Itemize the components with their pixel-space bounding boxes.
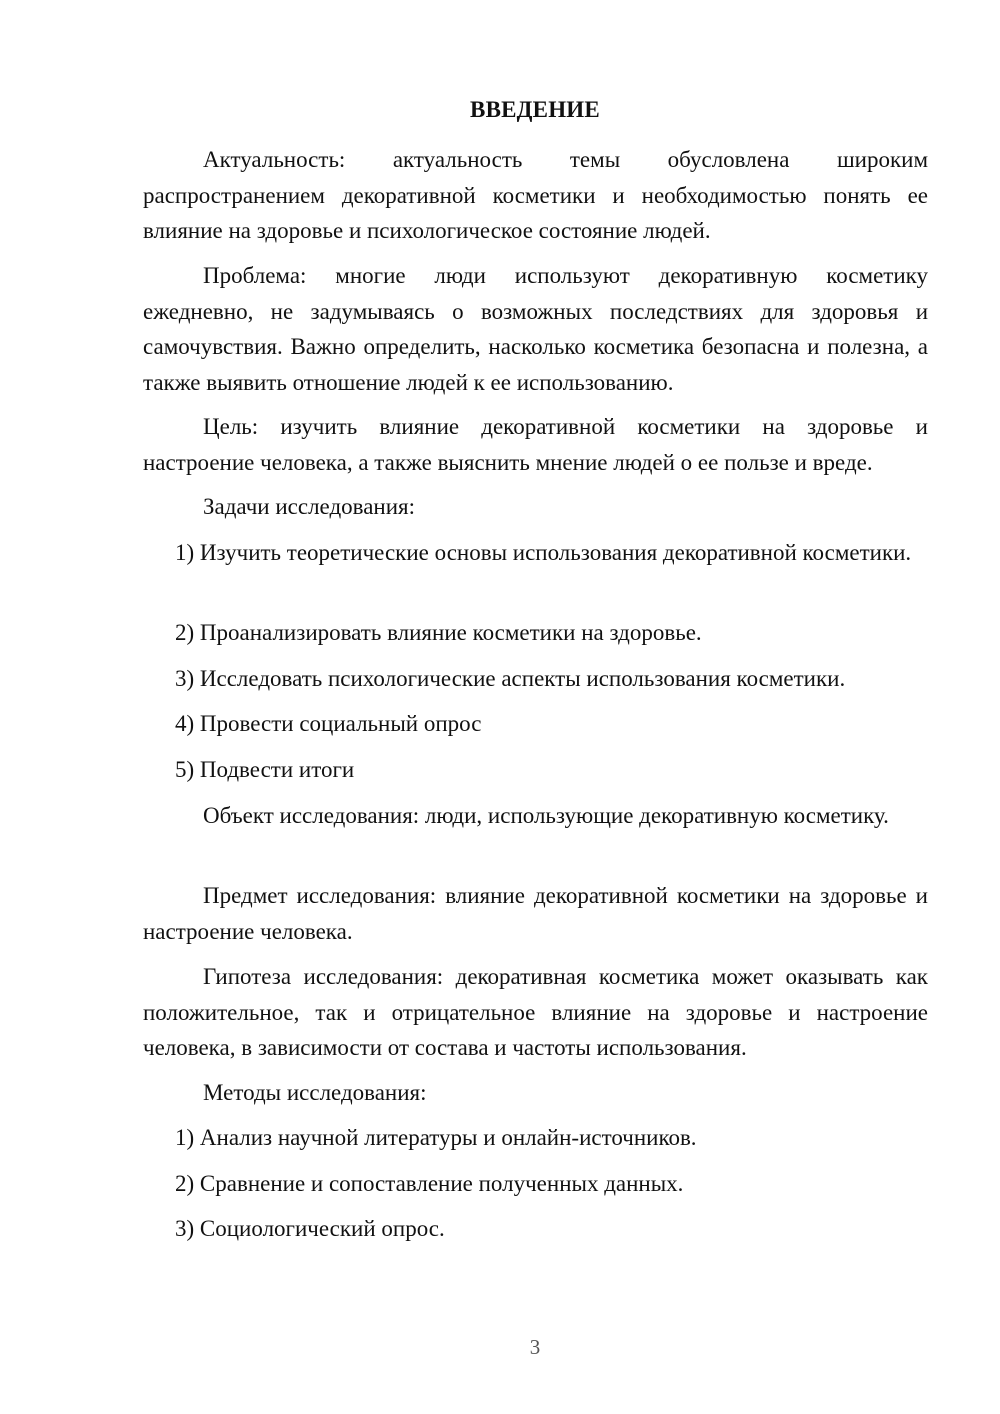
- task-item-4: 4) Провести социальный опрос: [175, 711, 482, 736]
- paragraph-goal: Цель: изучить влияние декоративной косметики на здоровье и настроение человека, а также выяснить мнение людей о ее пользе и вреде.: [143, 414, 928, 475]
- method-item-3: 3) Социологический опрос.: [175, 1216, 445, 1241]
- page-title: ВВЕДЕНИЕ: [470, 97, 600, 122]
- paragraph-methods-heading: Методы исследования:: [203, 1080, 427, 1105]
- task-item-3: 3) Исследовать психологические аспекты использования косметики.: [175, 666, 846, 691]
- task-item-5: 5) Подвести итоги: [175, 757, 355, 782]
- task-item-2: 2) Проанализировать влияние косметики на здоровье.: [175, 620, 702, 645]
- task-item-1: 1) Изучить теоретические основы использования декоративной косметики.: [175, 540, 912, 565]
- paragraph-problem: Проблема: многие люди используют декоративную косметику ежедневно, не задумываясь о возможных последствиях для здоровья и самочувствия. Важно определить, насколько косметика безопасна и полезна, а также выявить отношение людей к ее использованию.: [143, 263, 928, 395]
- paragraph-object: Объект исследования: люди, использующие декоративную косметику.: [203, 803, 889, 828]
- paragraph-tasks-heading: Задачи исследования:: [203, 494, 416, 519]
- page-number: 3: [529, 1335, 541, 1359]
- paragraph-relevance: Актуальность: актуальность темы обусловлена широким распространением декоративной косметики и необходимостью понять ее влияние на здоровье и психологическое состояние людей.: [143, 147, 928, 243]
- method-item-1: 1) Анализ научной литературы и онлайн-источников.: [175, 1125, 697, 1150]
- paragraph-hypothesis: Гипотеза исследования: декоративная косметика может оказывать как положительное, так и отрицательное влияние на здоровье и настроение человека, в зависимости от состава и частоты использования.: [143, 964, 928, 1060]
- method-item-2: 2) Сравнение и сопоставление полученных данных.: [175, 1171, 684, 1196]
- paragraph-subject: Предмет исследования: влияние декоративной косметики на здоровье и настроение человека.: [143, 883, 928, 944]
